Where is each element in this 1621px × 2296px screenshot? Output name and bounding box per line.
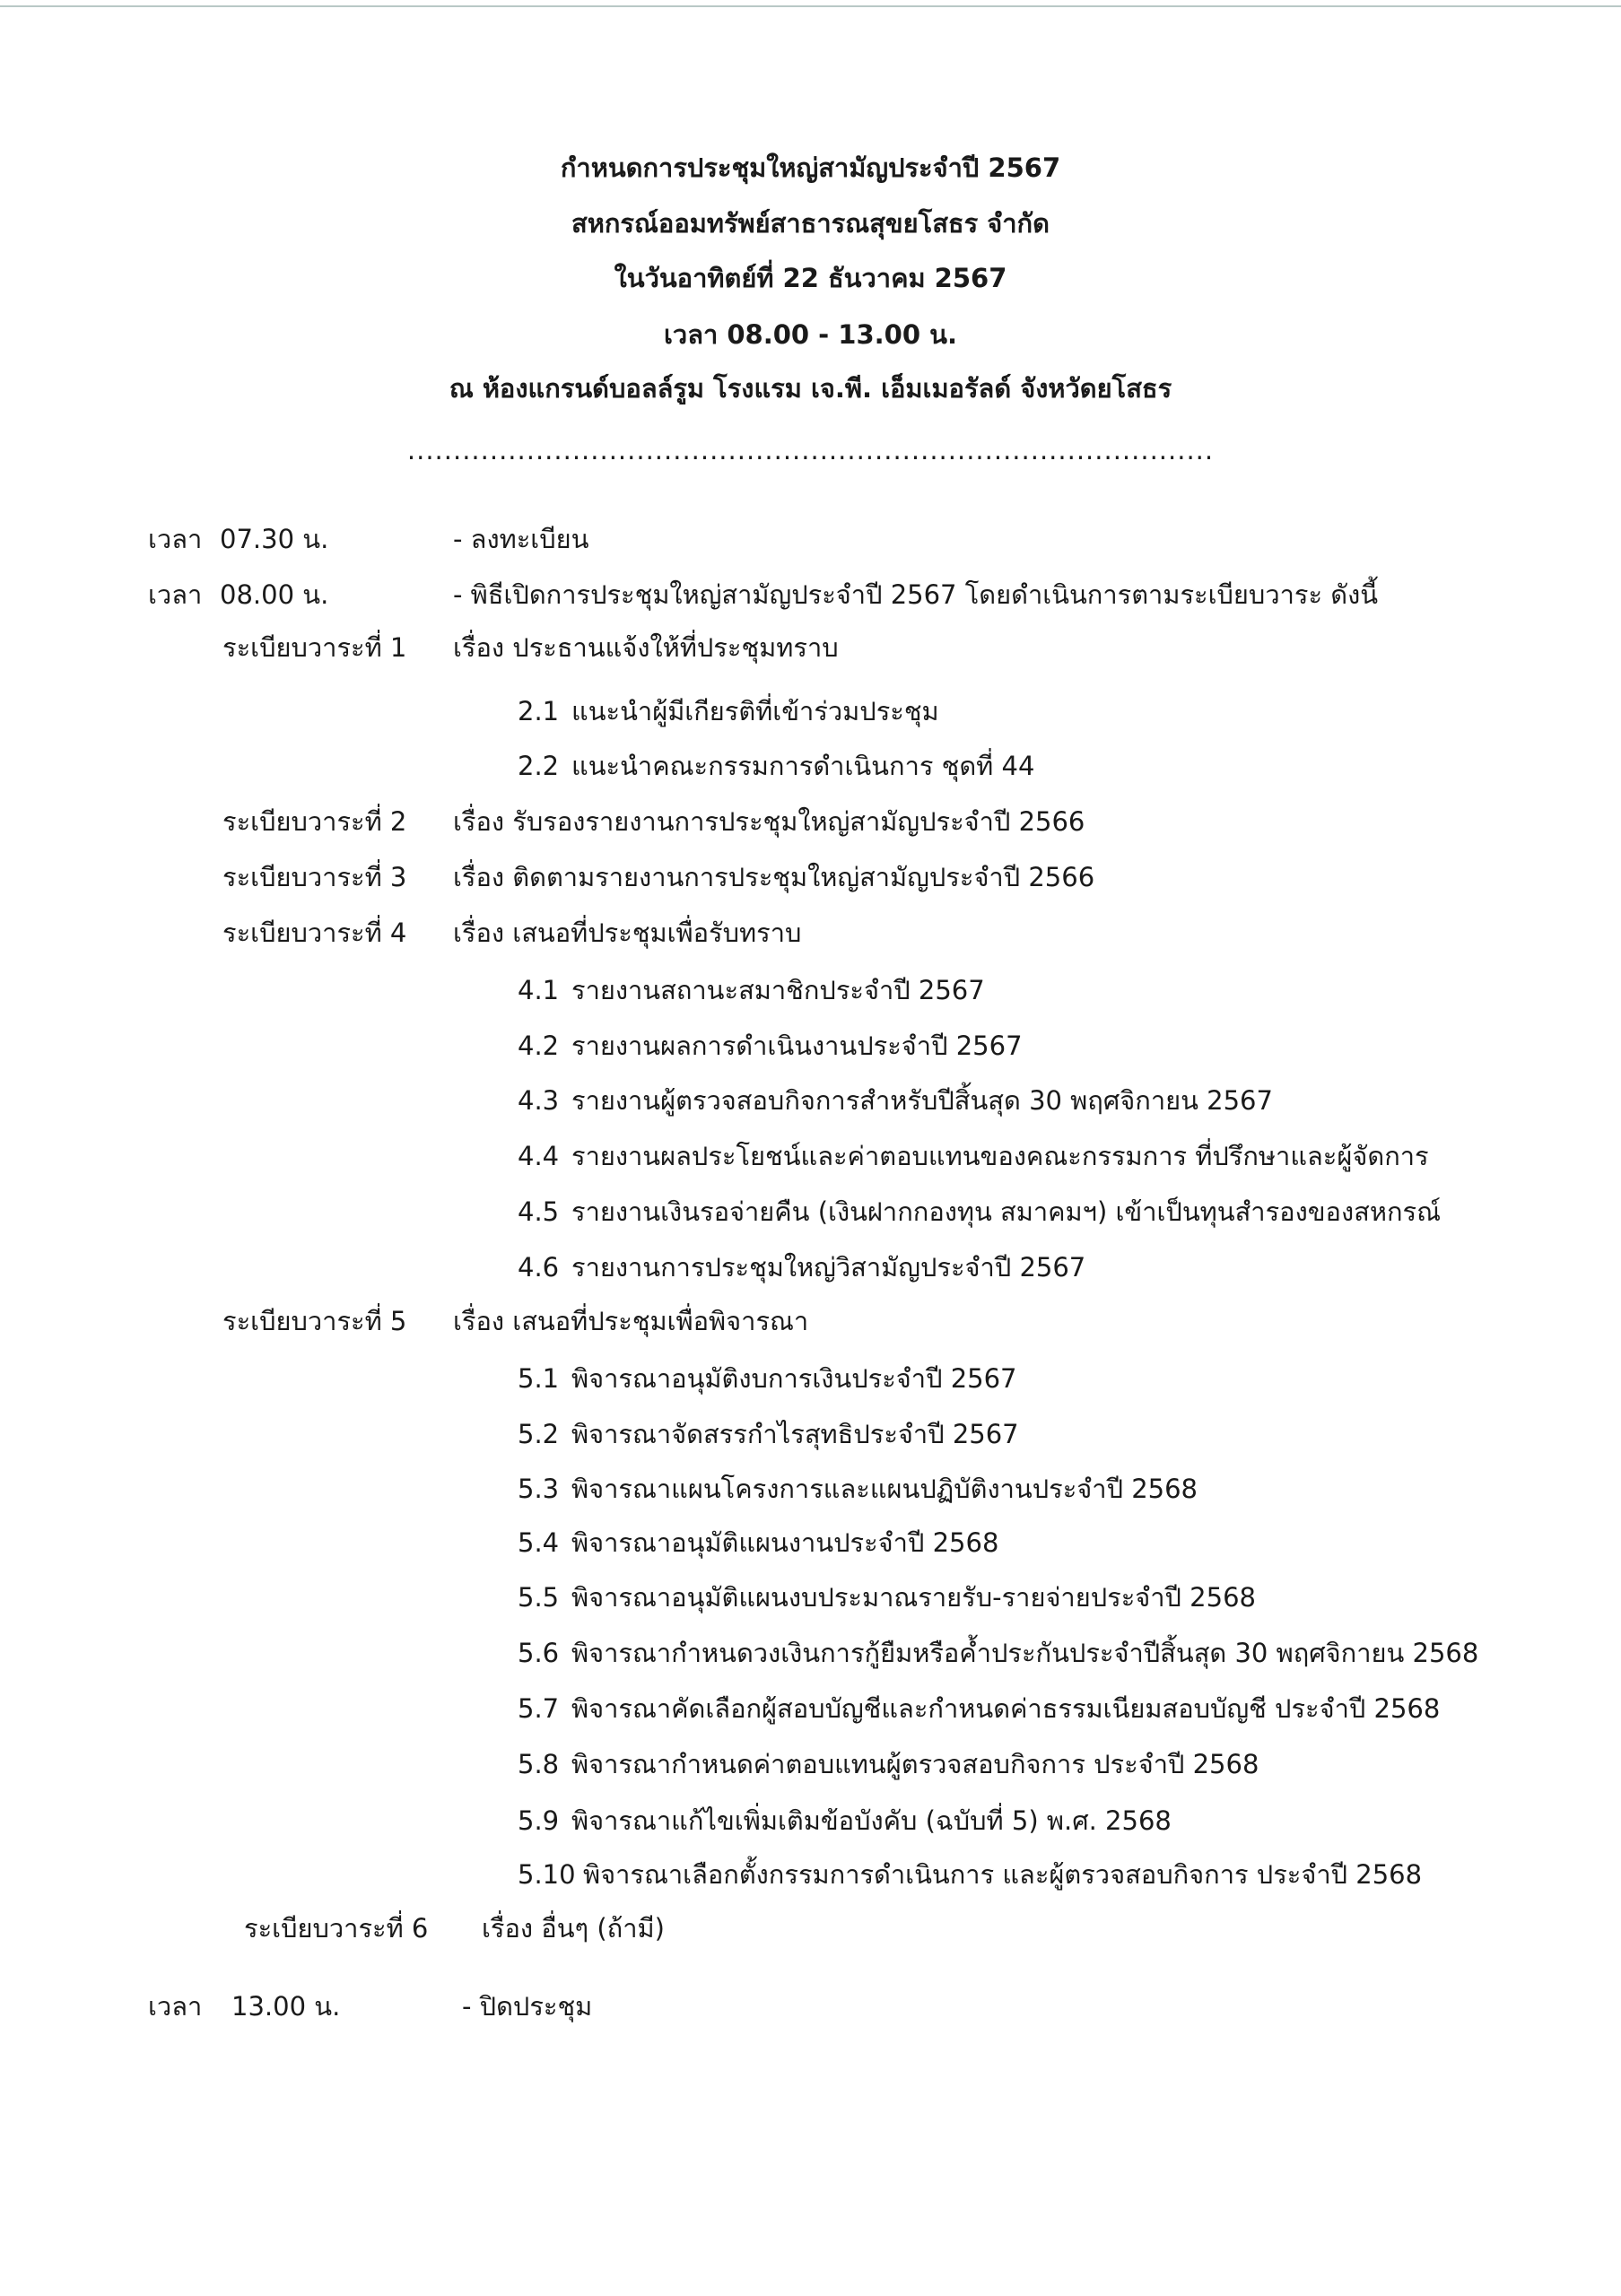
agenda-text: เรื่อง ติดตามรายงานการประชุมใหญ่สามัญประจำปี 2566 [453, 862, 1095, 892]
subitem-text: รายงานผลการดำเนินงานประจำปี 2567 [571, 1031, 1023, 1061]
agenda-label: ระเบียบวาระที่ 2 [222, 806, 407, 837]
subitem-text: พิจารณากำหนดวงเงินการกู้ยืมหรือค้ำประกันประจำปีสิ้นสุด 30 พฤศจิกายน 2568 [571, 1638, 1479, 1668]
agenda-text: เรื่อง อื่นๆ (ถ้ามี) [482, 1913, 665, 1944]
subitem-text: รายงานการประชุมใหญ่วิสามัญประจำปี 2567 [571, 1252, 1086, 1283]
subitem-text: พิจารณาอนุมัติแผนงบประมาณรายรับ-รายจ่ายประจำปี 2568 [571, 1582, 1256, 1613]
subitem-text: พิจารณาอนุมัติแผนงานประจำปี 2568 [571, 1527, 999, 1558]
agenda-label: ระเบียบวาระที่ 1 [222, 632, 407, 663]
agenda-text: เรื่อง ประธานแจ้งให้ที่ประชุมทราบ [453, 632, 839, 663]
meeting-date: ในวันอาทิตย์ที่ 22 ธันวาคม 2567 [614, 263, 1007, 293]
time-label: เวลา [148, 1991, 203, 2022]
subitem-number: 4.3 [518, 1085, 560, 1116]
subitem-number: 2.1 [518, 696, 560, 726]
agenda-text: เรื่อง เสนอที่ประชุมเพื่อรับทราบ [453, 918, 802, 948]
subitem-number: 4.2 [518, 1031, 560, 1061]
subitem-number: 5.7 [518, 1693, 560, 1724]
subitem-text: พิจารณาจัดสรรกำไรสุทธิประจำปี 2567 [571, 1419, 1019, 1449]
subitem-text: พิจารณาแก้ไขเพิ่มเติมข้อบังคับ (ฉบับที่ 5) พ.ศ. 2568 [571, 1805, 1172, 1836]
subitem-number: 5.6 [518, 1638, 560, 1668]
subitem-text: พิจารณาคัดเลือกผู้สอบบัญชีและกำหนดค่าธรรมเนียมสอบบัญชี ประจำปี 2568 [571, 1693, 1441, 1724]
agenda-text: เรื่อง รับรองรายงานการประชุมใหญ่สามัญประจำปี 2566 [453, 806, 1085, 837]
subitem-number: 5.1 [518, 1363, 560, 1394]
agenda-label: ระเบียบวาระที่ 3 [222, 862, 407, 892]
agenda-label: ระเบียบวาระที่ 6 [244, 1913, 429, 1944]
scan-edge-line [0, 5, 1621, 7]
time-value: 07.30 น. [220, 524, 329, 554]
agenda-label: ระเบียบวาระที่ 4 [222, 918, 407, 948]
subitem-text: พิจารณาอนุมัติงบการเงินประจำปี 2567 [571, 1363, 1017, 1394]
time-label: เวลา [148, 524, 203, 554]
schedule-text: - ปิดประชุม [462, 1991, 593, 2022]
organization-name: สหกรณ์ออมทรัพย์สาธารณสุขยโสธร จำกัด [571, 208, 1050, 239]
subitem-text: แนะนำผู้มีเกียรติที่เข้าร่วมประชุม [571, 696, 939, 726]
subitem-number: 5.10 [518, 1859, 576, 1890]
dotted-divider: ........................................................................................ [406, 435, 1215, 465]
subitem-text: รายงานผู้ตรวจสอบกิจการสำหรับปีสิ้นสุด 30 พฤศจิกายน 2567 [571, 1085, 1273, 1116]
subitem-number: 5.3 [518, 1474, 560, 1504]
subitem-number: 4.1 [518, 975, 560, 1005]
subitem-text: พิจารณาเลือกตั้งกรรมการดำเนินการ และผู้ตรวจสอบกิจการ ประจำปี 2568 [583, 1859, 1423, 1890]
time-value: 08.00 น. [220, 579, 329, 610]
agenda-label: ระเบียบวาระที่ 5 [222, 1306, 407, 1336]
subitem-number: 4.6 [518, 1252, 560, 1283]
subitem-number: 2.2 [518, 751, 560, 781]
subitem-text: พิจารณากำหนดค่าตอบแทนผู้ตรวจสอบกิจการ ประจำปี 2568 [571, 1749, 1259, 1779]
schedule-text: - พิธีเปิดการประชุมใหญ่สามัญประจำปี 2567 โดยดำเนินการตามระเบียบวาระ ดังนี้ [453, 579, 1379, 610]
subitem-number: 5.5 [518, 1582, 560, 1613]
subitem-number: 5.2 [518, 1419, 560, 1449]
subitem-number: 5.9 [518, 1805, 560, 1836]
subitem-number: 4.4 [518, 1141, 560, 1171]
subitem-text: พิจารณาแผนโครงการและแผนปฏิบัติงานประจำปี 2568 [571, 1474, 1198, 1504]
schedule-text: - ลงทะเบียน [453, 524, 589, 554]
subitem-text: รายงานเงินรอจ่ายคืน (เงินฝากกองทุน สมาคมฯ) เข้าเป็นทุนสำรองของสหกรณ์ [571, 1196, 1441, 1227]
time-label: เวลา [148, 579, 203, 610]
subitem-number: 5.4 [518, 1527, 560, 1558]
meeting-time: เวลา 08.00 - 13.00 น. [664, 319, 957, 350]
subitem-text: รายงานผลประโยชน์และค่าตอบแทนของคณะกรรมการ ที่ปรึกษาและผู้จัดการ [571, 1141, 1429, 1171]
doc-title: กำหนดการประชุมใหญ่สามัญประจำปี 2567 [560, 152, 1061, 183]
subitem-text: แนะนำคณะกรรมการดำเนินการ ชุดที่ 44 [571, 751, 1035, 781]
subitem-number: 4.5 [518, 1196, 560, 1227]
meeting-venue: ณ ห้องแกรนด์บอลล์รูม โรงแรม เจ.พี. เอ็มเมอรัลด์ จังหวัดยโสธร [449, 373, 1172, 404]
subitem-number: 5.8 [518, 1749, 560, 1779]
agenda-text: เรื่อง เสนอที่ประชุมเพื่อพิจารณา [453, 1306, 809, 1336]
time-value: 13.00 น. [231, 1991, 341, 2022]
subitem-text: รายงานสถานะสมาชิกประจำปี 2567 [571, 975, 985, 1005]
